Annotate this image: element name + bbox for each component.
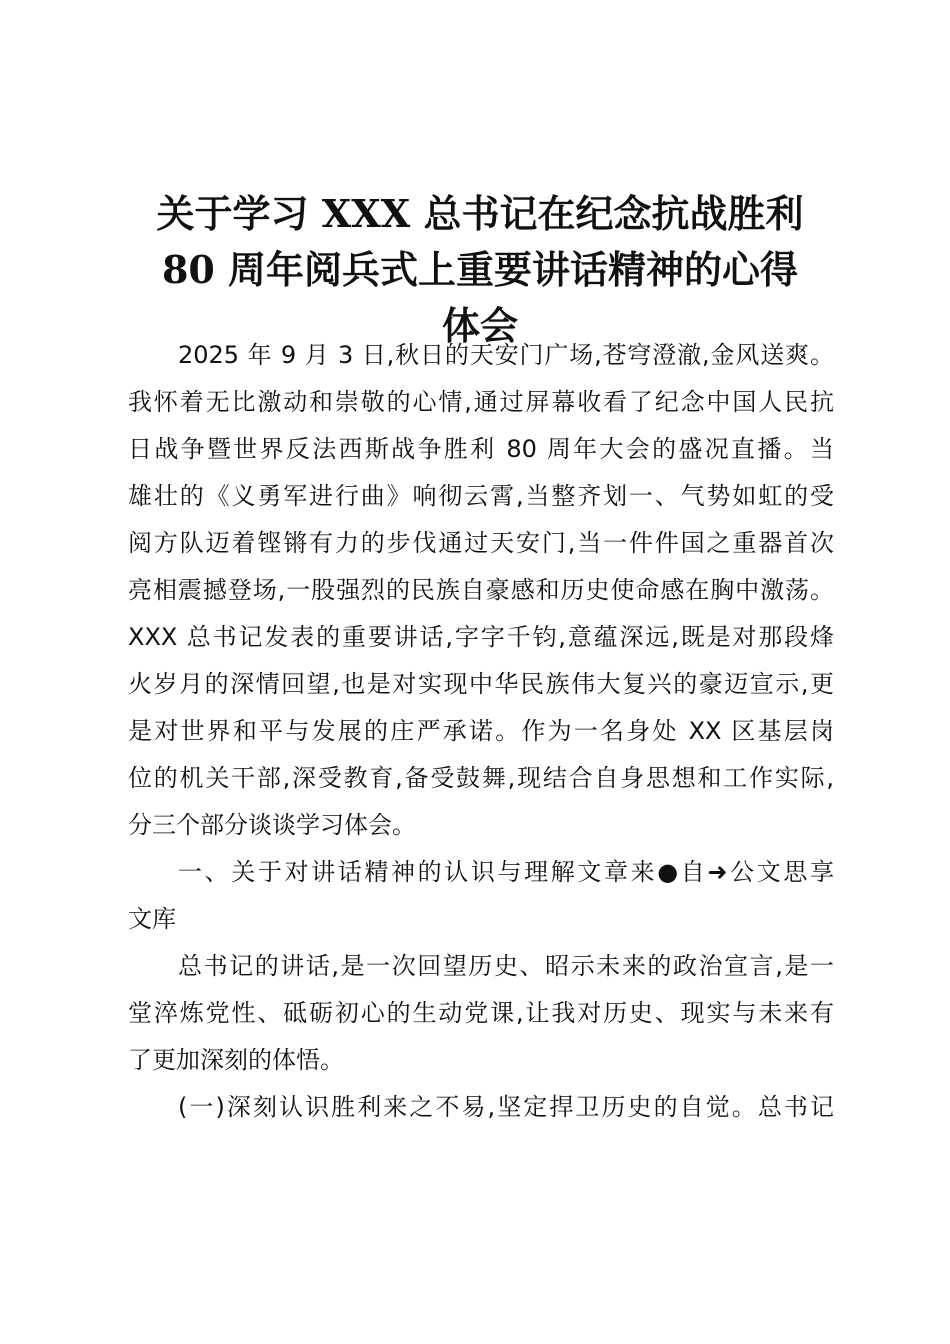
title-line: 体会 (441, 303, 518, 348)
text-line: 雄壮的《义勇军进行曲》响彻云霄,当整齐划一、气势如虹的受 (128, 482, 834, 510)
paragraph-section-1 (128, 943, 834, 1084)
text-line: 位的机关干部,深受教育,备受鼓舞,现结合自身思想和工作实际, (128, 764, 834, 792)
title-line: 关于学习 XXX 总书记在纪念抗战胜利 (156, 191, 804, 236)
subheading-line: (一)深刻认识胜利来之不易,坚定捍卫历史的自觉。总书记 (178, 1093, 834, 1121)
subheading-1 (128, 1084, 834, 1131)
text-line: 日战争暨世界反法西斯战争胜利 80 周年大会的盛况直播。当 (128, 435, 834, 463)
heading-line: 一、关于对讲话精神的认识与理解文章来●自➜公文思享 (178, 858, 834, 886)
title-line: 80 周年阅兵式上重要讲话精神的心得 (161, 247, 799, 292)
section-heading-1 (128, 849, 834, 943)
text-line: 了更加深刻的体悟。 (128, 1046, 344, 1074)
text-line: 亮相震撼登场,一股强烈的民族自豪感和历史使命感在胸中激荡。 (128, 576, 834, 604)
paragraph-intro (128, 332, 834, 849)
text-line: 总书记的讲话,是一次回望历史、昭示未来的政治宣言,是一 (178, 952, 834, 980)
text-line: 2025 年 9 月 3 日,秋日的天安门广场,苍穹澄澈,金风送爽。 (178, 341, 834, 369)
text-line: 堂淬炼党性、砥砺初心的生动党课,让我对历史、现实与未来有 (128, 999, 834, 1027)
text-line: 分三个部分谈谈学习体会。 (128, 811, 416, 839)
text-line: 阅方队迈着铿锵有力的步伐通过天安门,当一件件国之重器首次 (128, 529, 834, 557)
document-body (128, 332, 834, 1131)
text-line: 是对世界和平与发展的庄严承诺。作为一名身处 XX 区基层岗 (128, 717, 834, 745)
heading-line: 文库 (128, 905, 176, 933)
document-title (128, 186, 832, 354)
text-line: 我怀着无比激动和崇敬的心情,通过屏幕收看了纪念中国人民抗 (128, 388, 834, 416)
text-line: XXX 总书记发表的重要讲话,字字千钧,意蕴深远,既是对那段烽 (128, 623, 834, 651)
text-line: 火岁月的深情回望,也是对实现中华民族伟大复兴的豪迈宣示,更 (128, 670, 834, 698)
